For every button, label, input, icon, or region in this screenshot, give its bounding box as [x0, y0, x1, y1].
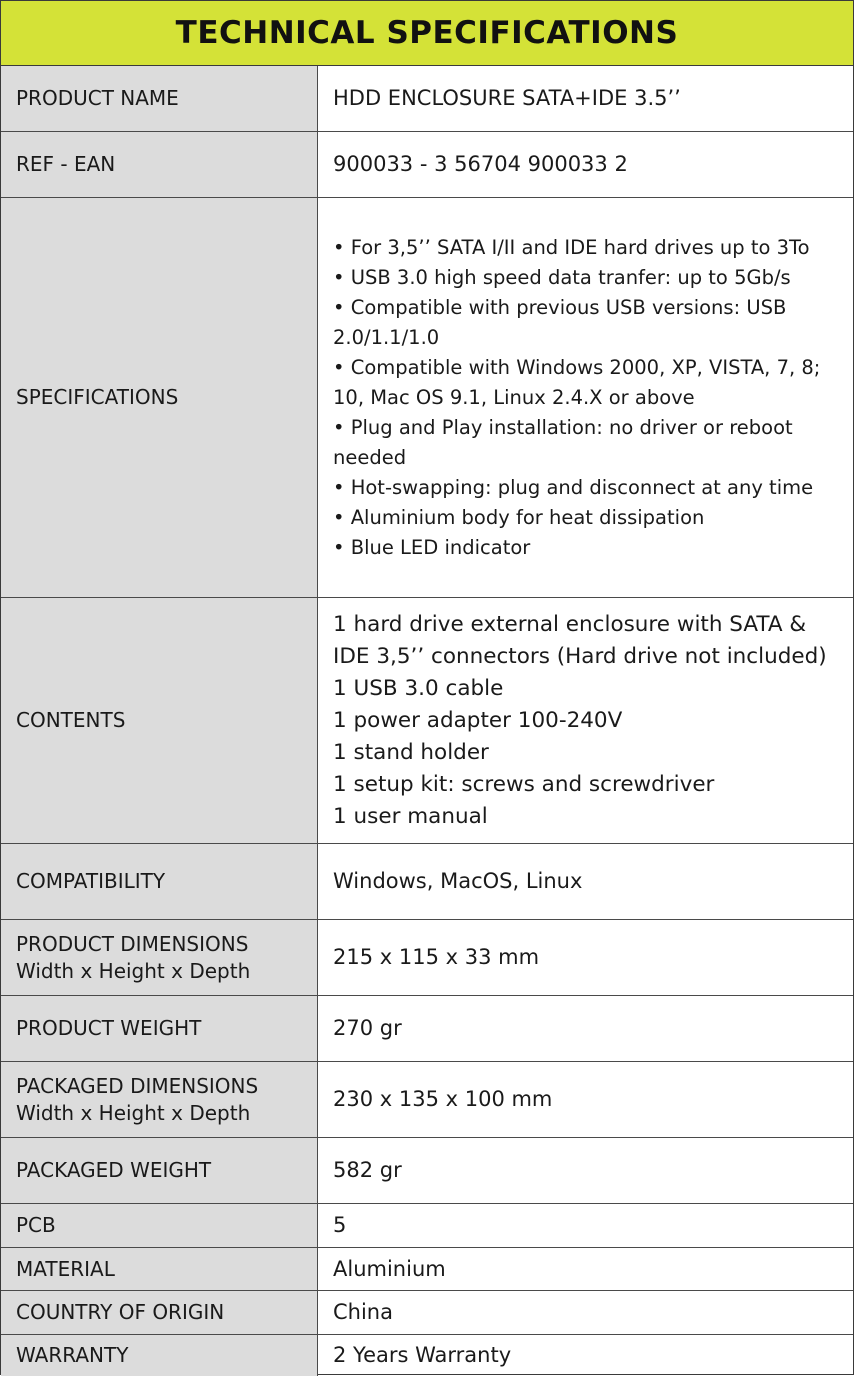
label-country-of-origin: COUNTRY OF ORIGIN	[1, 1291, 318, 1334]
row-specifications	[1, 198, 853, 598]
label-product-dimensions-title: PRODUCT DIMENSIONS	[16, 931, 249, 956]
list-item: • Compatible with previous USB versions: USB 2.0/1.1/1.0	[333, 295, 787, 349]
list-item: 1 hard drive external enclosure with SATA & IDE 3,5’’ connectors (Hard drive not included)	[333, 611, 827, 669]
value-country-of-origin: China	[333, 1300, 393, 1325]
row-compatibility	[1, 844, 853, 920]
row-packaged-dimensions	[1, 1062, 853, 1138]
label-contents: CONTENTS	[1, 598, 318, 843]
value-packaged-dimensions: 230 x 135 x 100 mm	[333, 1087, 553, 1112]
list-item: • Plug and Play installation: no driver or reboot needed	[333, 415, 793, 469]
specifications-list	[333, 233, 843, 563]
row-contents	[1, 598, 853, 844]
list-item: 1 stand holder	[333, 739, 489, 765]
value-product-name: HDD ENCLOSURE SATA+IDE 3.5’’	[333, 86, 681, 111]
label-ref-ean: REF - EAN	[1, 132, 318, 197]
list-item: • USB 3.0 high speed data tranfer: up to 5Gb/s	[333, 265, 791, 289]
label-product-dimensions	[1, 920, 318, 995]
label-compatibility: COMPATIBILITY	[1, 844, 318, 919]
value-specifications	[318, 198, 853, 597]
list-item: 1 setup kit: screws and screwdriver	[333, 771, 715, 797]
label-product-weight: PRODUCT WEIGHT	[1, 996, 318, 1061]
value-contents	[318, 598, 853, 843]
value-product-dimensions: 215 x 115 x 33 mm	[333, 945, 540, 970]
row-product-name	[1, 66, 853, 132]
value-ref-ean: 900033 - 3 56704 900033 2	[333, 152, 628, 177]
label-product-dimensions-sub: Width x Height x Depth	[16, 958, 251, 983]
label-warranty: WARRANTY	[1, 1335, 318, 1376]
value-warranty: 2 Years Warranty	[333, 1343, 512, 1368]
value-packaged-weight: 582 gr	[333, 1158, 402, 1183]
row-country-of-origin	[1, 1291, 853, 1335]
list-item: 1 USB 3.0 cable	[333, 675, 504, 701]
label-packaged-weight: PACKAGED WEIGHT	[1, 1138, 318, 1203]
list-item: • Hot-swapping: plug and disconnect at any time	[333, 475, 814, 499]
list-item: • Blue LED indicator	[333, 535, 531, 559]
page-title: TECHNICAL SPECIFICATIONS	[175, 15, 679, 51]
row-ref-ean	[1, 132, 853, 198]
row-product-dimensions	[1, 920, 853, 996]
row-warranty	[1, 1335, 853, 1376]
list-item: 1 user manual	[333, 803, 488, 829]
label-specifications: SPECIFICATIONS	[1, 198, 318, 597]
contents-list	[333, 609, 843, 833]
row-packaged-weight	[1, 1138, 853, 1204]
list-item: • Compatible with Windows 2000, XP, VISTA, 7, 8; 10, Mac OS 9.1, Linux 2.4.X or above	[333, 355, 821, 409]
title-bar	[1, 1, 853, 66]
value-compatibility: Windows, MacOS, Linux	[333, 869, 583, 894]
label-packaged-dimensions-sub: Width x Height x Depth	[16, 1100, 251, 1125]
row-material	[1, 1248, 853, 1291]
list-item: 1 power adapter 100-240V	[333, 707, 623, 733]
label-pcb: PCB	[1, 1204, 318, 1247]
list-item: • For 3,5’’ SATA I/II and IDE hard drives up to 3To	[333, 235, 810, 259]
value-product-weight: 270 gr	[333, 1016, 402, 1041]
label-product-name: PRODUCT NAME	[1, 66, 318, 131]
list-item: • Aluminium body for heat dissipation	[333, 505, 705, 529]
value-material: Aluminium	[333, 1256, 446, 1281]
row-product-weight	[1, 996, 853, 1062]
label-packaged-dimensions-title: PACKAGED DIMENSIONS	[16, 1073, 259, 1098]
label-material: MATERIAL	[1, 1248, 318, 1290]
row-pcb	[1, 1204, 853, 1248]
label-packaged-dimensions	[1, 1062, 318, 1137]
value-pcb: 5	[333, 1213, 347, 1238]
